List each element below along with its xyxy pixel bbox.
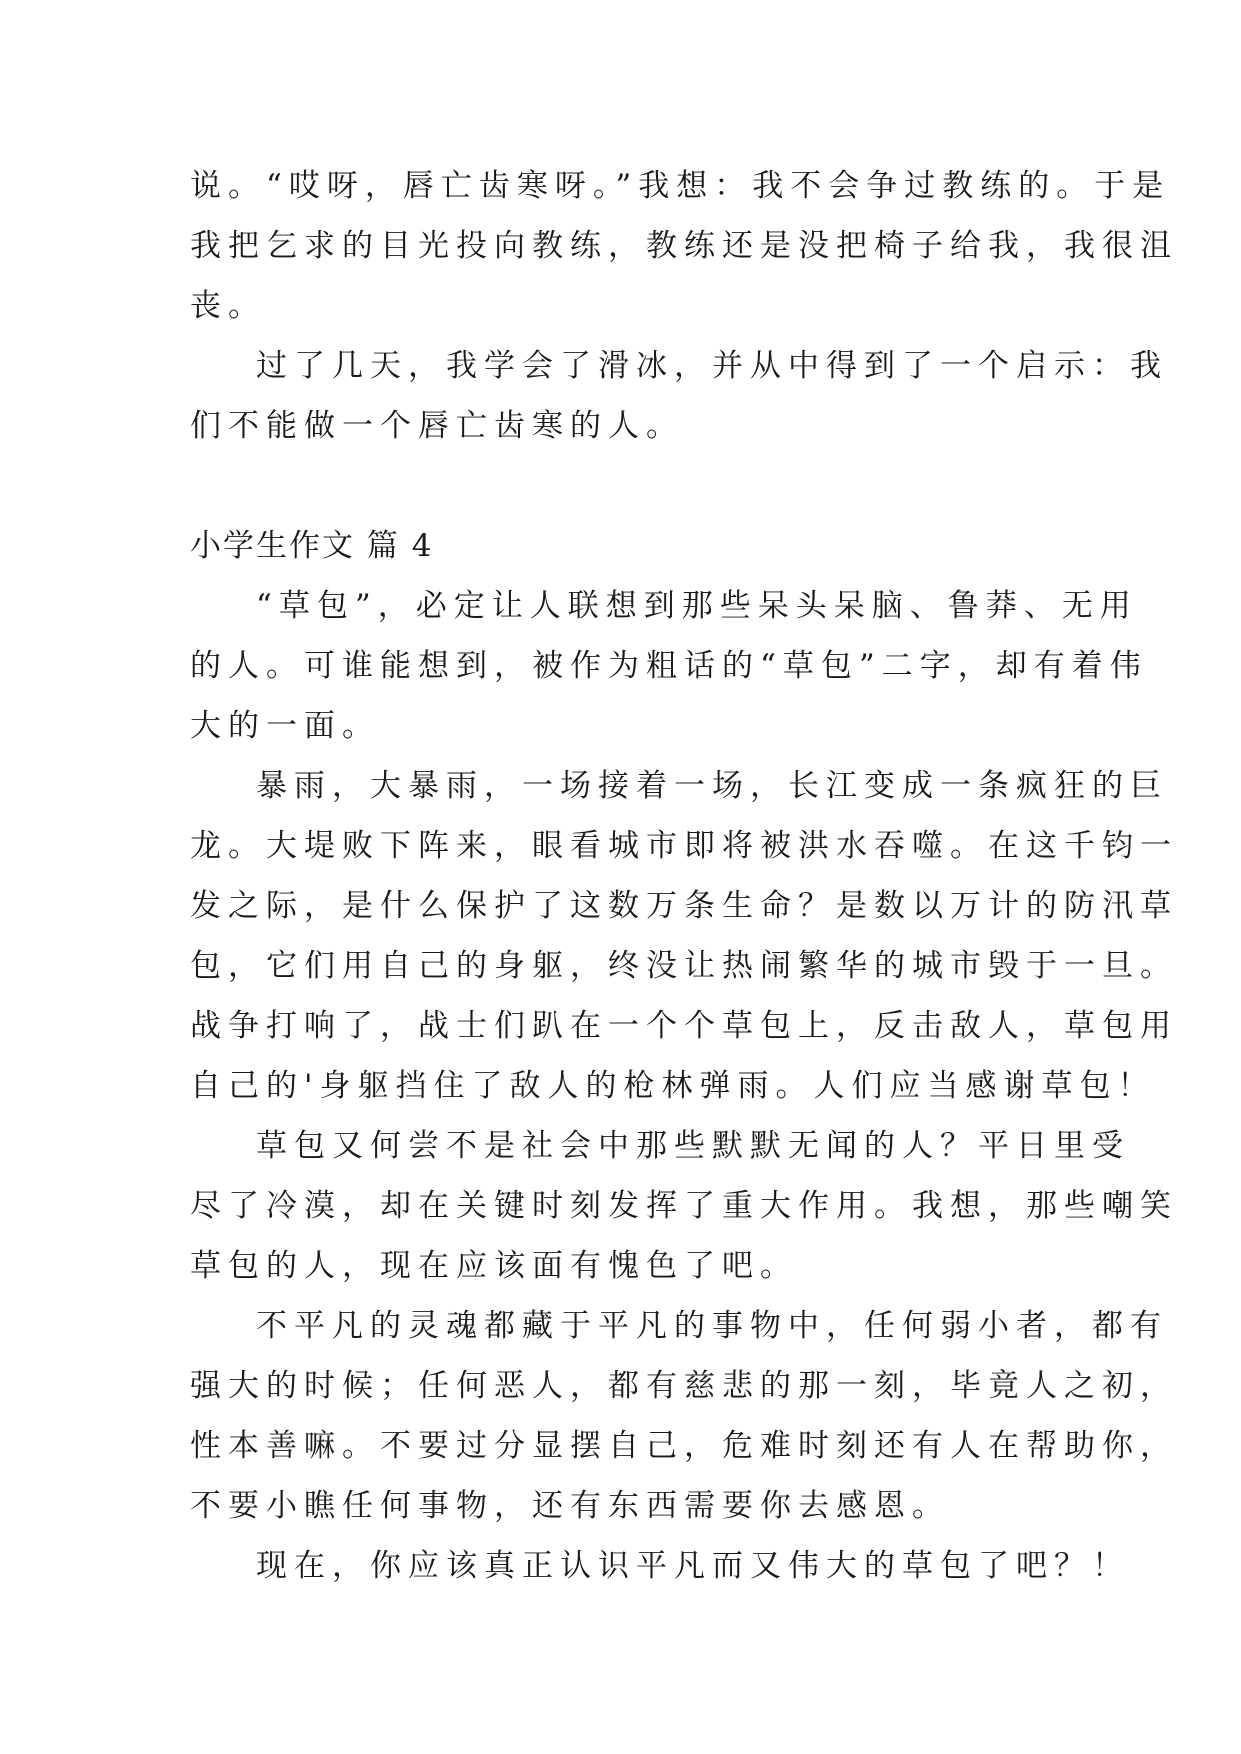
paragraph-1 bbox=[190, 576, 1148, 756]
text-line: 我把乞求的目光投向教练，教练还是没把椅子给我，我很沮 bbox=[190, 228, 1178, 264]
text-line: 过了几天，我学会了滑冰，并从中得到了一个启示：我 bbox=[256, 348, 1168, 384]
text-line: 暴雨，大暴雨，一场接着一场，长江变成一条疯狂的巨 bbox=[256, 768, 1168, 804]
text-line: 性本善嘛。不要过分显摆自己，危难时刻还有人在帮助你， bbox=[190, 1428, 1178, 1464]
text-line: 的人。可谁能想到，被作为粗话的“草包”二字，却有着伟 bbox=[190, 648, 1148, 684]
text-line: 发之际，是什么保护了这数万条生命？是数以万计的防汛草 bbox=[190, 888, 1178, 924]
text-line: 不平凡的灵魂都藏于平凡的事物中，任何弱小者，都有 bbox=[256, 1308, 1168, 1344]
text-line: 战争打响了，战士们趴在一个个草包上，反击敌人，草包用 bbox=[190, 1008, 1178, 1044]
document-body bbox=[190, 156, 1178, 1596]
text-line: 龙。大堤败下阵来，眼看城市即将被洪水吞噬。在这千钧一 bbox=[190, 828, 1178, 864]
paragraph-3 bbox=[190, 1116, 1178, 1296]
text-line: 包，它们用自己的身躯，终没让热闹繁华的城市毁于一旦。 bbox=[190, 948, 1178, 984]
text-line: 强大的时候；任何恶人，都有慈悲的那一刻，毕竟人之初， bbox=[190, 1368, 1178, 1404]
text-line: “草包”，必定让人联想到那些呆头呆脑、鲁莽、无用 bbox=[256, 588, 1138, 624]
paragraph-5 bbox=[190, 1536, 1130, 1596]
text-line: 草包又何尝不是社会中那些默默无闻的人？平日里受 bbox=[256, 1128, 1130, 1164]
paragraph-revelation bbox=[190, 336, 1168, 456]
text-line: 自己的'身躯挡住了敌人的枪林弹雨。人们应当感谢草包！ bbox=[190, 1068, 1156, 1104]
paragraph-4 bbox=[190, 1296, 1178, 1536]
paragraph-2 bbox=[190, 756, 1178, 1116]
text-line: 说。“哎呀，唇亡齿寒呀。”我想：我不会争过教练的。于是 bbox=[190, 168, 1171, 204]
text-line: 不要小瞧任何事物，还有东西需要你去感恩。 bbox=[190, 1488, 950, 1524]
text-line: 大的一面。 bbox=[190, 708, 380, 744]
text-line: 尽了冷漠，却在关键时刻发挥了重大作用。我想，那些嘲笑 bbox=[190, 1188, 1178, 1224]
text-line: 们不能做一个唇亡齿寒的人。 bbox=[190, 408, 684, 444]
essay-heading: 小学生作文 篇 4 bbox=[190, 528, 434, 564]
paragraph-previous-ending bbox=[190, 156, 1178, 336]
text-line: 丧。 bbox=[190, 288, 266, 324]
text-line: 现在，你应该真正认识平凡而又伟大的草包了吧？！ bbox=[256, 1548, 1130, 1584]
text-line: 草包的人，现在应该面有愧色了吧。 bbox=[190, 1248, 798, 1284]
